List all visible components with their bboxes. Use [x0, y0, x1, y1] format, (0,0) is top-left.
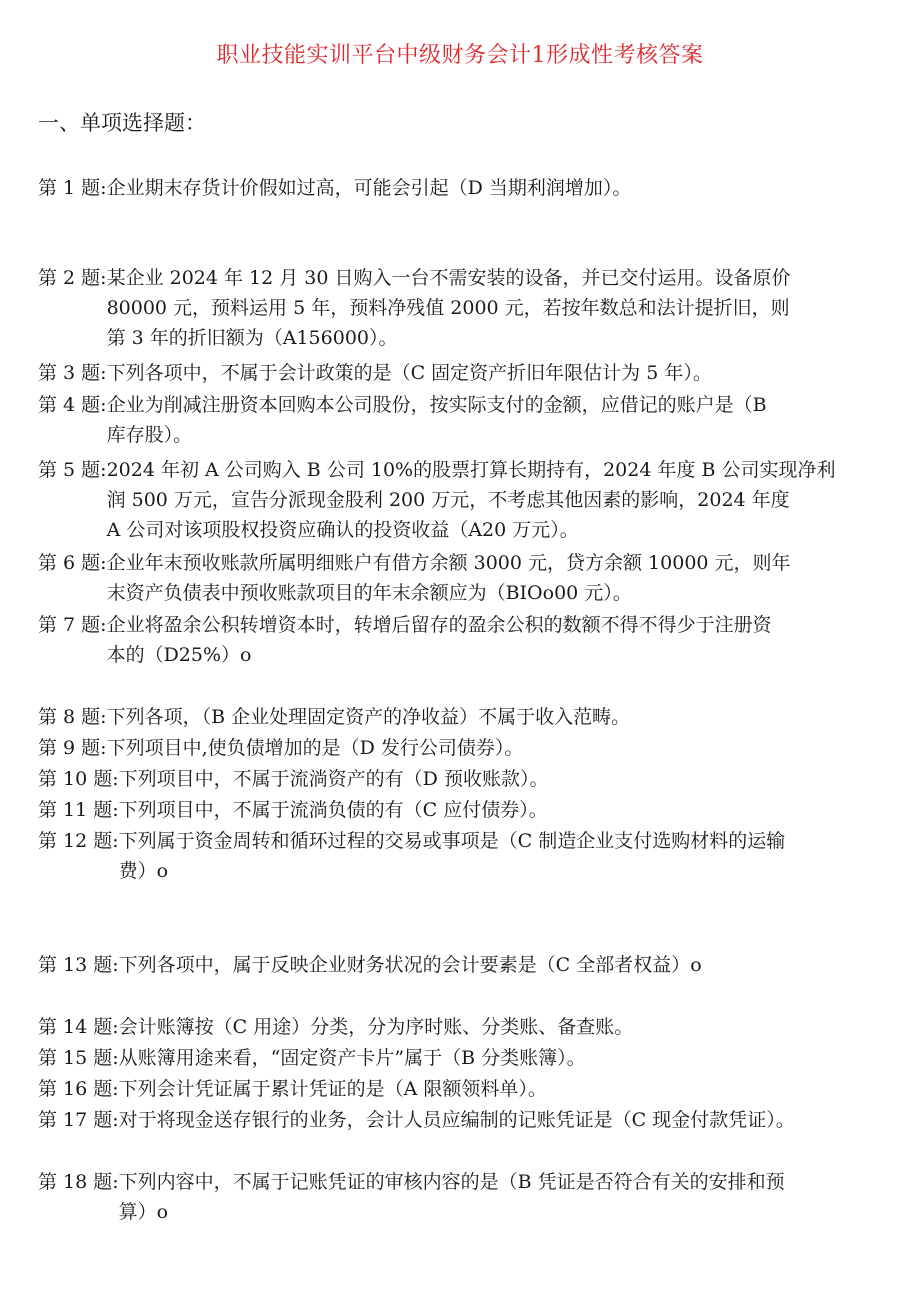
question-text: [119, 826, 786, 886]
question-number: 第 7 题:: [38, 614, 107, 636]
question-text-line: 库存股）。: [106, 424, 193, 446]
question-text-line: 某企业 2024 年 12 月 30 日购入一台不需安装的设备，并已交付运用。设备原价: [106, 267, 791, 289]
question-text-line: 润 500 万元，宣告分派现金股利 200 万元，不考虑其他因素的影响，2024 年度: [106, 489, 790, 511]
question-text: [119, 1043, 586, 1073]
question-number: 第 14 题:: [38, 1016, 119, 1038]
question-text-line: A 公司对该项股权投资应确认的投资收益（A20 万元）。: [106, 519, 579, 541]
question-text-line: 下列会计凭证属于累计凭证的是（A 限额领料单）。: [118, 1078, 547, 1100]
question-text-line: 企业年末预收账款所属明细账户有借方余额 3000 元，贷方余额 10000 元，则年: [106, 552, 791, 574]
question-text: [119, 1012, 634, 1042]
question-text-line: 会计账簿按（C 用途）分类，分为序时账、分类账、备查账。: [118, 1016, 634, 1038]
question-text-line: 80000 元，预料运用 5 年，预料净残值 2000 元，若按年数总和法计提折旧，则: [106, 297, 790, 319]
question-item: [38, 764, 548, 794]
question-text-line: 费）o: [118, 860, 169, 882]
question-text: [107, 455, 836, 545]
question-text: [107, 173, 632, 203]
question-item: [38, 455, 836, 545]
question-text: [119, 950, 702, 980]
question-item: [38, 173, 631, 203]
question-text: [107, 548, 791, 608]
question-text: [107, 263, 791, 353]
question-number: 第 4 题:: [38, 394, 107, 416]
question-number: 第 18 题:: [38, 1171, 119, 1193]
question-text-line: 对于将现金送存银行的业务，会计人员应编制的记账凭证是（C 现金付款凭证）。: [118, 1109, 795, 1131]
document-title: 职业技能实训平台中级财务会计1形成性考核答案: [216, 43, 704, 68]
question-number: 第 13 题:: [38, 954, 119, 976]
question-item: [38, 826, 785, 886]
question-text-line: 本的（D25%）o: [106, 644, 252, 666]
question-item: [38, 1074, 547, 1104]
question-item: [38, 548, 791, 608]
question-text-line: 2024 年初 A 公司购入 B 公司 10%的股票打算长期持有，2024 年度 B 公司实现净利: [106, 459, 836, 481]
question-text: [119, 1167, 785, 1227]
question-number: 第 1 题:: [38, 177, 107, 199]
question-number: 第 3 题:: [38, 362, 107, 384]
question-item: [38, 390, 767, 450]
question-text: [107, 390, 767, 450]
question-text-line: 下列各项中，不属于会计政策的是（C 固定资产折旧年限估计为 5 年）。: [106, 362, 712, 384]
question-text-line: 下列项目中,使负债增加的是（D 发行公司债券）。: [106, 737, 524, 759]
question-text: [107, 733, 524, 763]
question-number: 第 17 题:: [38, 1109, 119, 1131]
question-item: [38, 702, 630, 732]
question-text-line: 下列项目中，不属于流淌负债的有（C 应付债券）。: [118, 799, 548, 821]
question-item: [38, 1167, 785, 1227]
question-item: [38, 263, 791, 353]
question-text-line: 企业期末存货计价假如过高，可能会引起（D 当期利润增加）。: [106, 177, 632, 199]
question-item: [38, 733, 523, 763]
question-number: 第 12 题:: [38, 830, 119, 852]
question-text-line: 下列内容中，不属于记账凭证的审核内容的是（B 凭证是否符合有关的安排和预: [118, 1171, 785, 1193]
question-item: [38, 1043, 586, 1073]
question-number: 第 10 题:: [38, 768, 119, 790]
question-text-line: 第 3 年的折旧额为（A156000）。: [106, 327, 398, 349]
question-text-line: 算）o: [118, 1201, 169, 1223]
question-text-line: 下列各项，（B 企业处理固定资产的净收益）不属于收入范畴。: [106, 706, 631, 728]
question-number: 第 8 题:: [38, 706, 107, 728]
question-text-line: 企业将盈余公积转增资本时，转增后留存的盈余公积的数额不得不得少于注册资: [106, 614, 772, 636]
question-item: [38, 950, 702, 980]
question-number: 第 9 题:: [38, 737, 107, 759]
question-number: 第 2 题:: [38, 267, 107, 289]
question-item: [38, 1105, 795, 1135]
question-item: [38, 795, 548, 825]
section-heading: 一、单项选择题：: [38, 111, 206, 135]
question-text-line: 下列属于资金周转和循环过程的交易或事项是（C 制造企业支付选购材料的运输: [118, 830, 786, 852]
question-text: [119, 795, 548, 825]
question-item: [38, 610, 772, 670]
question-number: 第 5 题:: [38, 459, 107, 481]
question-text-line: 末资产负债表中预收账款项目的年末余额应为（BIOo00 元）。: [106, 582, 632, 604]
question-text: [119, 764, 549, 794]
question-number: 第 15 题:: [38, 1047, 119, 1069]
question-text: [107, 358, 712, 388]
question-text: [119, 1105, 795, 1135]
question-number: 第 16 题:: [38, 1078, 119, 1100]
question-text-line: 企业为削减注册资本回购本公司股份，按实际支付的金额，应借记的账户是（B: [106, 394, 767, 416]
question-text-line: 下列项目中，不属于流淌资产的有（D 预收账款）。: [118, 768, 549, 790]
question-text-line: 下列各项中，属于反映企业财务状况的会计要素是（C 全部者权益）o: [118, 954, 702, 976]
question-number: 第 11 题:: [38, 799, 119, 821]
question-item: [38, 358, 712, 388]
question-text: [107, 610, 772, 670]
question-number: 第 6 题:: [38, 552, 107, 574]
question-text: [119, 1074, 547, 1104]
question-text: [107, 702, 631, 732]
question-item: [38, 1012, 633, 1042]
question-text-line: 从账簿用途来看，“固定资产卡片”属于（B 分类账簿）。: [118, 1047, 586, 1069]
